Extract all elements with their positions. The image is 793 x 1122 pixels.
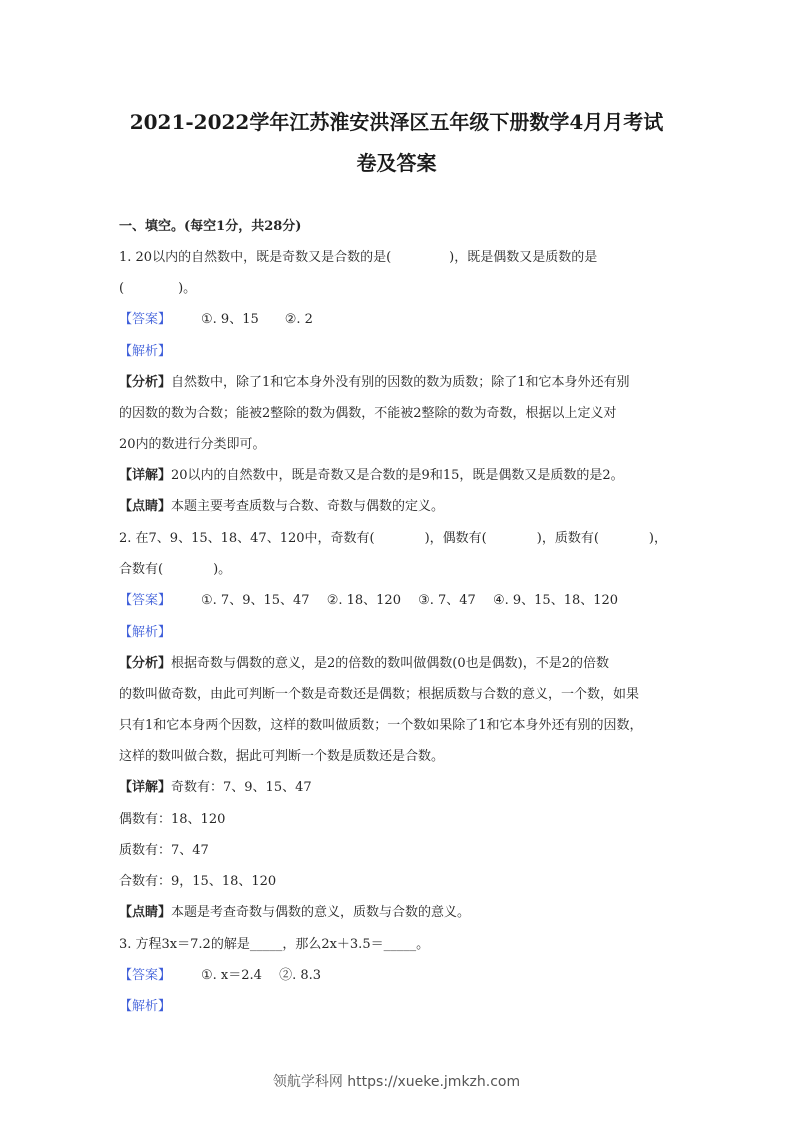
question-1-text-c: ( (119, 281, 125, 296)
question-2 (119, 530, 679, 548)
fenxi-line: 的因数的数为合数；能被2整除的数为偶数，不能被2整除的数为奇数，根据以上定义对 (119, 406, 617, 421)
fenxi-line: 的数叫做奇数，由此可判断一个数是奇数还是偶数；根据质数与合数的意义，一个数，如果 (119, 687, 640, 702)
fenxi-text: 根据奇数与偶数的意义，是2的倍数的数叫做偶数(0也是偶数)，不是2的倍数 (171, 656, 609, 671)
document-title-line2: 卷及答案 (356, 151, 437, 175)
xiangjie-line (119, 467, 679, 485)
composite-list: 合数有：9，15、18、120 (119, 874, 277, 889)
jiexi-tag: 【解析】 (119, 999, 172, 1014)
xiangjie-line (119, 779, 679, 797)
question-2-cont (119, 561, 679, 579)
fenxi-tag: 【分析】 (119, 656, 172, 671)
question-3: 3. 方程3x＝7.2的解是_____，那么2x＋3.5＝_____。 (119, 937, 430, 952)
answer-text: ①. 7、9、15、47 ②. 18、120 ③. 7、47 ④. 9、15、18、120 (201, 593, 619, 608)
question-2-text-a: 2. 在7、9、15、18、47、120中，奇数有( (119, 531, 375, 546)
question-1-text-b: )，既是偶数又是质数的是 (449, 250, 598, 265)
question-1-text-a: 1. 20以内的自然数中，既是奇数又是合数的是( (119, 250, 392, 265)
xiangjie-text: 奇数有：7、9、15、47 (171, 780, 312, 795)
dianjing-tag: 【点睛】 (119, 905, 172, 920)
jiexi-tag: 【解析】 (119, 344, 172, 359)
answer-row (119, 967, 679, 985)
footer-watermark: 领航学科网 https://xueke.jmkzh.com (272, 1074, 521, 1090)
question-1-cont (119, 280, 679, 298)
question-2-text-c: )，质数有( (536, 531, 599, 546)
xiangjie-text: 20以内的自然数中，既是奇数又是合数的是9和15，既是偶数又是质数的是2。 (171, 468, 624, 483)
answer-text: ①. 9、15 ②. 2 (201, 312, 313, 327)
question-2-text-d: )， (648, 531, 667, 546)
dianjing-text: 本题主要考查质数与合数、奇数与偶数的定义。 (171, 499, 445, 514)
answer-row (119, 592, 679, 610)
section-heading: 一、填空。(每空1分，共28分) (119, 219, 302, 234)
fenxi-line: 这样的数叫做合数，据此可判断一个数是质数还是合数。 (119, 749, 445, 764)
even-list: 偶数有：18、120 (119, 812, 226, 827)
dianjing-line (119, 904, 679, 922)
answer-tag: 【答案】 (119, 968, 172, 983)
prime-list: 质数有：7、47 (119, 843, 209, 858)
question-2-text-f: )。 (213, 562, 232, 577)
fenxi-line (119, 374, 679, 392)
question-1 (119, 249, 679, 267)
answer-tag: 【答案】 (119, 312, 172, 327)
xiangjie-tag: 【详解】 (119, 468, 172, 483)
question-2-text-e: 合数有( (119, 562, 164, 577)
dianjing-line (119, 498, 679, 516)
question-1-text-d: )。 (178, 281, 197, 296)
xiangjie-tag: 【详解】 (119, 780, 172, 795)
dianjing-tag: 【点睛】 (119, 499, 172, 514)
document-title-line1: 2021-2022学年江苏淮安洪泽区五年级下册数学4月月考试 (129, 110, 664, 134)
question-2-text-b: )，偶数有( (424, 531, 487, 546)
fenxi-line: 20内的数进行分类即可。 (119, 437, 266, 452)
answer-tag: 【答案】 (119, 593, 172, 608)
answer-row (119, 311, 679, 329)
dianjing-text: 本题是考查奇数与偶数的意义，质数与合数的意义。 (171, 905, 471, 920)
answer-text: ①. x＝2.4 ②. 8.3 (201, 968, 322, 983)
jiexi-tag: 【解析】 (119, 625, 172, 640)
fenxi-text: 自然数中，除了1和它本身外没有别的因数的数为质数；除了1和它本身外还有别 (171, 375, 630, 390)
fenxi-tag: 【分析】 (119, 375, 172, 390)
fenxi-line: 只有1和它本身两个因数，这样的数叫做质数；一个数如果除了1和它本身外还有别的因数， (119, 718, 643, 733)
fenxi-line (119, 655, 679, 673)
